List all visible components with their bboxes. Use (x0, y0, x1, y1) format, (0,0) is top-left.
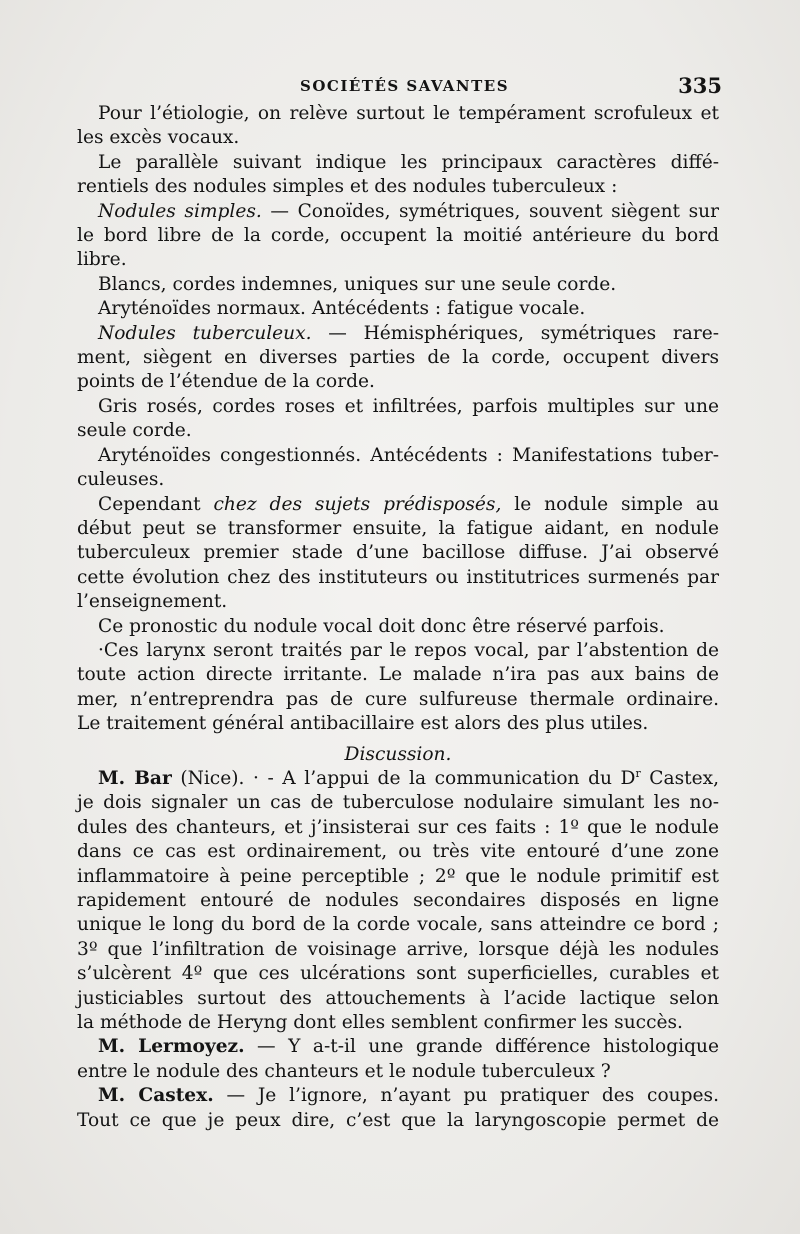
text-line: dules des chanteurs, et j’insisterai sur ces faits : 1º que le nodule (77, 816, 719, 838)
text-line: Pour l’étiologie, on relève surtout le tempérament scrofuleux et (98, 103, 719, 124)
text-line (77, 767, 719, 791)
text-line (77, 1035, 719, 1059)
text-line: entre le nodule des chanteurs et le nodule tuberculeux ? (77, 1060, 611, 1082)
text-line (77, 200, 719, 224)
discussion-heading (77, 743, 719, 767)
body-text (77, 102, 719, 1133)
page-number: 335 (678, 73, 722, 98)
text-line (77, 1084, 719, 1108)
text-line: la méthode de Heryng dont elles semblent confirmer les succès. (77, 1012, 683, 1034)
text-line: Tout ce que je peux dire, c’est que la laryngoscopie permet de (77, 1109, 719, 1131)
text-span: — Hémisphériques, symétriques rare- (311, 322, 720, 344)
text-line: mer, n’entreprendra pas de cure sulfureuse thermale ordinaire. (77, 688, 719, 710)
text-line: Blancs, cordes indemnes, uniques sur une seule corde. (98, 273, 617, 295)
speaker-name: M. Castex. (98, 1085, 214, 1107)
text-line: les excès vocaux. (77, 127, 240, 149)
discussion-title: Discussion. (344, 743, 452, 765)
text-line: inflammatoire à peine perceptible ; 2º que le nodule primitif est (77, 865, 719, 887)
text-line: libre. (77, 249, 127, 271)
text-span: Cependant (98, 493, 214, 515)
speaker-name: M. Lermoyez. (98, 1036, 245, 1058)
page-header (300, 73, 722, 103)
text-line: rapidement entouré de nodules secondaires disposés en ligne (77, 890, 719, 911)
text-line (77, 493, 719, 517)
text-line: début peut se transformer ensuite, la fatigue aidant, en nodule (77, 517, 719, 539)
text-line: seule corde. (77, 420, 192, 442)
text-line: l’enseignement. (77, 591, 228, 613)
text-line: ment, siègent en diverses parties de la corde, occupent divers (77, 347, 719, 369)
text-line: Le parallèle suivant indique les principaux caractères diffé- (98, 151, 719, 173)
text-span: — Conoïdes, symétriques, souvent siègent sur (261, 200, 720, 222)
text-span: (Nice). · - A l’appui de la communication du D (171, 767, 636, 789)
text-line: Aryténoïdes normaux. Antécédents : fatigue vocale. (98, 298, 586, 320)
text-line: culeuses. (77, 469, 165, 491)
text-line: ·Ces larynx seront traités par le repos vocal, par l’abstention de (98, 639, 719, 661)
text-line: tuberculeux premier stade d’une bacillose diffuse. J’ai observé (77, 542, 719, 564)
emphasis-text: Nodules tuberculeux. (98, 322, 312, 344)
text-line: toute action directe irritante. Le malade n’ira pas aux bains de (77, 664, 719, 686)
text-line: 3º que l’infiltration de voisinage arrive, lorsque déjà les nodules (77, 938, 719, 960)
text-line: cette évolution chez des instituteurs ou institutrices surmenés par (77, 566, 719, 588)
text-line: Ce pronostic du nodule vocal doit donc être réservé parfois. (98, 615, 665, 637)
text-line: Gris rosés, cordes roses et infiltrées, parfois multiples sur une (98, 395, 719, 417)
text-line: Le traitement général antibacillaire est alors des plus utiles. (77, 713, 649, 735)
emphasis-text: Nodules simples. (98, 200, 262, 222)
text-line: je dois signaler un cas de tuberculose nodulaire simulant les no- (77, 792, 719, 814)
text-line: Aryténoïdes congestionnés. Antécédents : Manifestations tuber- (98, 444, 719, 466)
text-span: — Je l’ignore, n’ayant pu pratiquer des coupes. (213, 1085, 720, 1107)
text-line: le bord libre de la corde, occupent la moitié antérieure du bord (77, 225, 719, 247)
text-span: — Y a-t-il une grande différence histologique (244, 1036, 719, 1058)
running-head: SOCIÉTÉS SAVANTES (300, 77, 510, 95)
text-line: unique le long du bord de la corde vocale, sans atteindre ce bord ; (77, 914, 719, 936)
emphasis-text: chez des sujets prédisposés, (213, 493, 502, 515)
text-span: Castex, (640, 767, 720, 789)
text-line: justiciables surtout des attouchements à l’acide lactique selon (77, 987, 719, 1009)
speaker-name: M. Bar (98, 767, 172, 789)
text-span: le nodule simple au (501, 493, 719, 515)
text-line: s’ulcèrent 4º que ces ulcérations sont superficielles, curables et (77, 963, 719, 985)
text-line (77, 322, 719, 346)
text-line: dans ce cas est ordinairement, ou très vite entouré d’une zone (77, 841, 719, 863)
superscript: r (635, 766, 641, 780)
text-line: rentiels des nodules simples et des nodules tuberculeux : (77, 176, 618, 198)
text-line: points de l’étendue de la corde. (77, 371, 375, 393)
